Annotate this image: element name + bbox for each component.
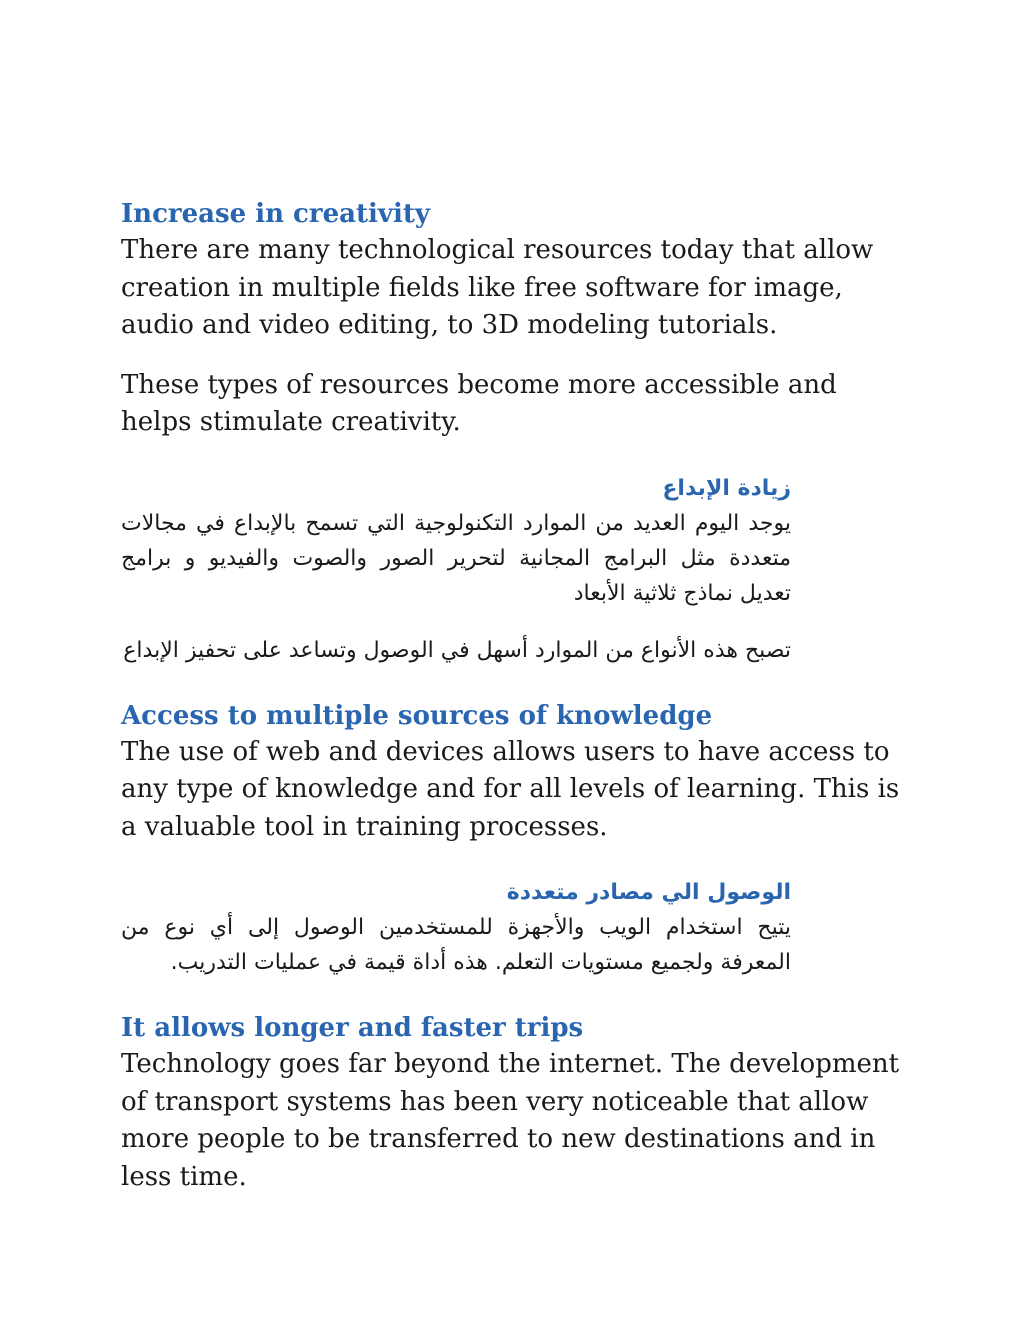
document-content — [121, 196, 911, 1196]
arabic-paragraph-knowledge-1: يتيح استخدام الويب والأجهزة للمستخدمين الوصول إلى أي نوع من المعرفة ولجميع مستويات التعلم. هذه أداة قيمة في عمليات التدريب. — [121, 915, 791, 975]
paragraph-creativity-2: These types of resources become more accessible and helps stimulate creativity. — [121, 369, 837, 437]
paragraph-knowledge-1: The use of web and devices allows users to have access to any type of knowledge and for all levels of learning. This is a valuable tool in training processes. — [121, 736, 900, 842]
arabic-heading-knowledge: الوصول الي مصادر متعددة — [506, 880, 791, 905]
paragraph-creativity-1: There are many technological resources today that allow creation in multiple fields like free software for image, audio and video editing, to 3D modeling tutorials. — [121, 235, 874, 340]
paragraph-trips-1: Technology goes far beyond the internet. The development of transport systems has been very noticeable that allow more people to be transferred to new destinations and in less time. — [121, 1049, 900, 1192]
arabic-heading-creativity: زيادة الإبداع — [662, 475, 791, 501]
section-heading-creativity: Increase in creativity — [121, 199, 430, 229]
arabic-paragraph-creativity-1: يوجد اليوم العديد من الموارد التكنولوجية التي تسمح بالإبداع في مجالات متعددة مثل البرامج المجانية لتحرير الصور والصوت والفيديو و برامج تعديل نماذج ثلاثية الأبعاد — [121, 510, 791, 606]
arabic-paragraph-creativity-2: تصبح هذه الأنواع من الموارد أسهل في الوصول وتساعد على تحفيز الإبداع — [123, 637, 791, 663]
section-heading-knowledge: Access to multiple sources of knowledge — [121, 700, 713, 731]
section-heading-trips: It allows longer and faster trips — [121, 1013, 584, 1043]
